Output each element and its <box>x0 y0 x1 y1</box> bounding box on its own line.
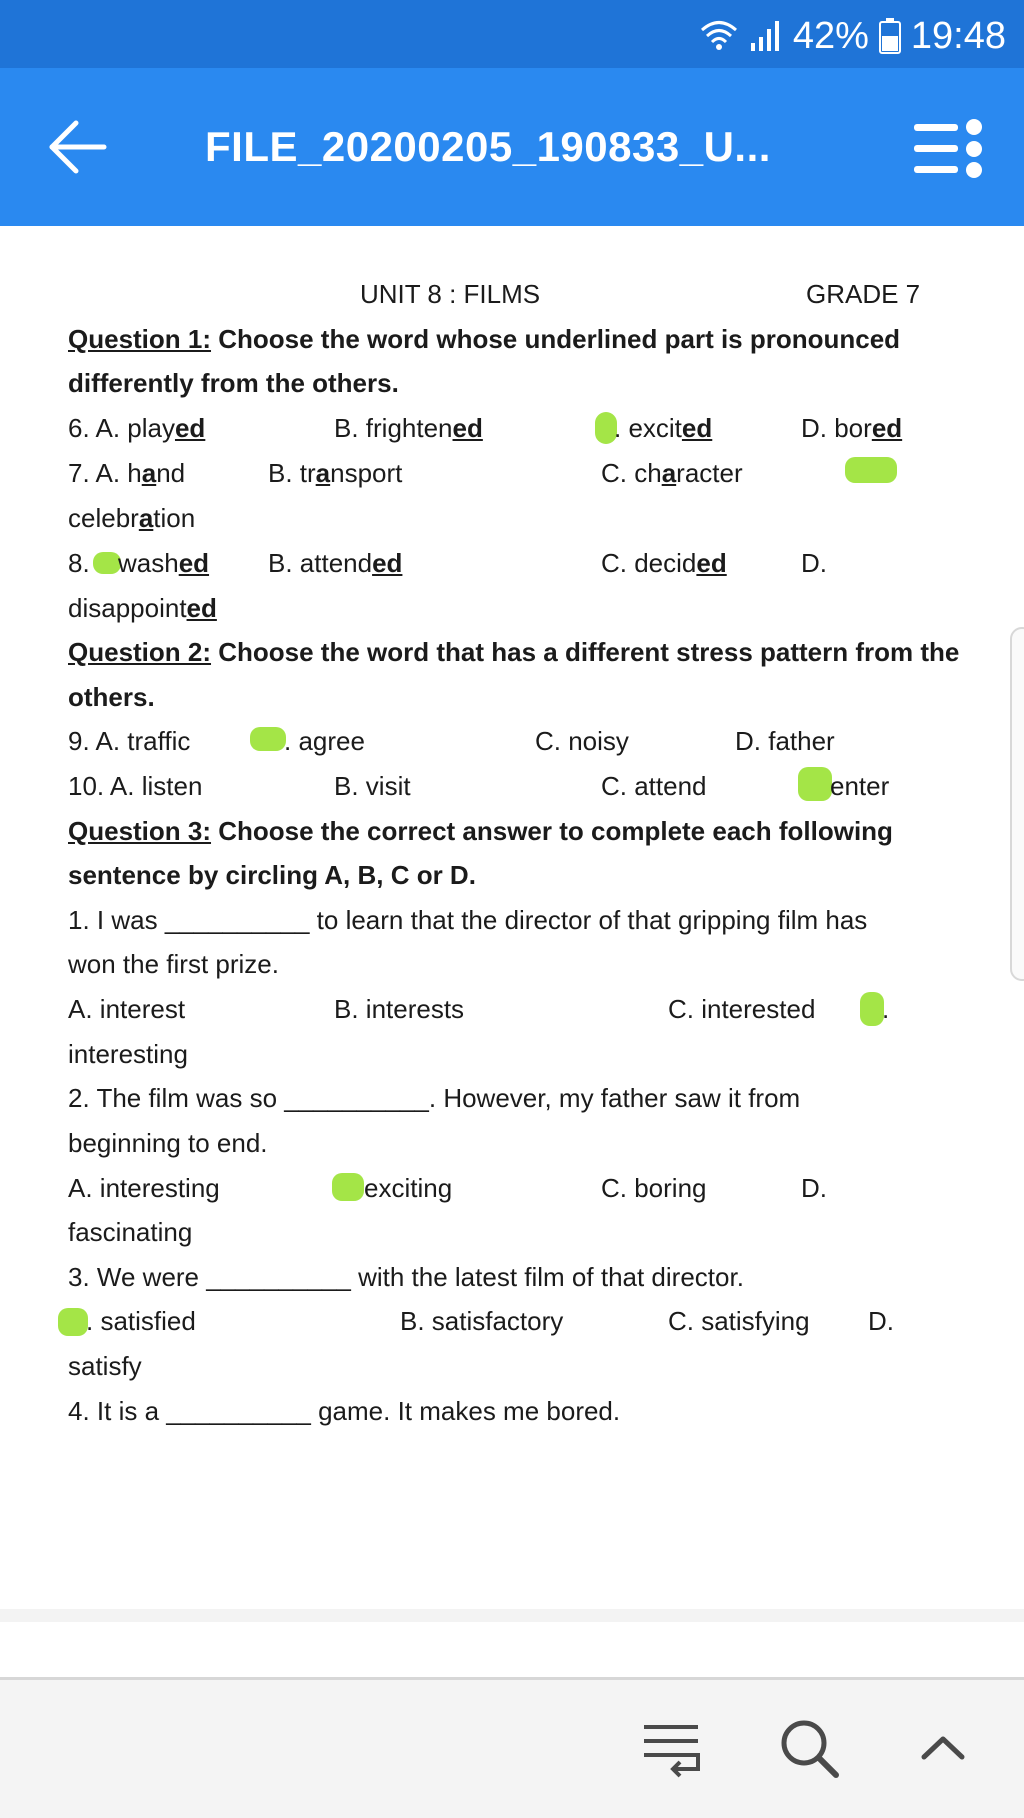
q3-item-3-d: D. <box>868 1306 894 1336</box>
q3-item-1-stem-cont: won the first prize. <box>68 949 279 979</box>
item-text: racter <box>676 458 743 488</box>
q3-item-3-d-cont: satisfy <box>68 1351 142 1381</box>
item-text: D. bor <box>801 413 872 443</box>
menu-icon[interactable] <box>912 118 984 180</box>
highlight-mark <box>58 1308 88 1336</box>
item-text: celebr <box>68 503 139 533</box>
item-text: . excit <box>614 413 682 443</box>
item-text: game. It makes me bored. <box>310 1396 621 1426</box>
q3-item-3-c: C. satisfying <box>668 1306 810 1336</box>
q1-item-8-d: D. <box>801 548 827 578</box>
q3-item-2-stem-cont: beginning to end. <box>68 1128 268 1158</box>
q1-item-7-a <box>68 458 185 489</box>
q1-item-8-d-cont <box>68 593 217 624</box>
underlined-part: ed <box>452 413 483 443</box>
battery-icon <box>879 18 901 54</box>
answer-blank: __________ <box>284 1083 429 1113</box>
q1-text-cont: differently from the others. <box>68 368 399 398</box>
document-title: FILE_20200205_190833_U... <box>205 123 771 170</box>
item-text: nd <box>156 458 186 488</box>
item-text: C. ch <box>601 458 662 488</box>
q3-item-1-b: B. interests <box>334 994 465 1024</box>
next-page-edge <box>0 1622 1024 1677</box>
wifi-icon <box>699 19 739 53</box>
search-icon[interactable] <box>776 1715 842 1781</box>
battery-percent: 42% <box>792 14 869 57</box>
q2-label: Question 2: <box>68 637 212 667</box>
item-text: C. decid <box>601 548 697 578</box>
q1-instruction <box>68 324 900 355</box>
q3-text-cont: sentence by circling A, B, C or D. <box>68 860 476 890</box>
q1-item-6-b <box>334 413 483 444</box>
q1-item-8-num: 8. <box>68 548 90 578</box>
q3-item-1-d: . <box>882 994 890 1024</box>
q3-item-1-c: C. interested <box>668 994 816 1024</box>
item-text: wash <box>118 548 179 578</box>
q3-item-4-stem <box>68 1396 620 1427</box>
q1-item-8-a <box>118 548 209 579</box>
highlight-mark <box>860 992 884 1026</box>
q1-item-8-c <box>601 548 727 579</box>
answer-blank: __________ <box>206 1262 351 1292</box>
answer-blank: __________ <box>164 905 310 935</box>
q2-item-9-b: . agree <box>284 726 365 756</box>
q3-item-2-b: exciting <box>364 1173 453 1203</box>
q1-item-7-d <box>68 503 195 534</box>
q1-item-7-b <box>268 458 402 489</box>
q1-label: Question 1: <box>68 324 212 354</box>
q1-item-7-c <box>601 458 743 489</box>
q3-text: Choose the correct answer to complete each following <box>211 816 893 846</box>
q2-item-10-b: B. visit <box>334 771 411 801</box>
underlined-part: ed <box>372 548 403 578</box>
q3-label: Question 3: <box>68 816 212 846</box>
grade-heading: GRADE 7 <box>806 279 921 309</box>
underlined-part: ed <box>178 548 210 578</box>
q1-item-6-d <box>801 413 902 444</box>
q3-item-3-a: . satisfied <box>86 1306 196 1336</box>
highlight-mark <box>798 767 832 801</box>
highlight-mark <box>332 1173 364 1201</box>
item-text: 7. A. h <box>68 458 142 488</box>
item-text: to learn that the director of that gripping film has <box>309 905 868 935</box>
highlight-mark <box>93 552 121 574</box>
q3-item-3-stem <box>68 1262 744 1293</box>
q3-item-1-a: A. interest <box>68 994 186 1024</box>
q1-text: Choose the word whose underlined part is pronounced <box>211 324 901 354</box>
q3-item-2-c: C. boring <box>601 1173 707 1203</box>
bottom-toolbar <box>0 1677 1024 1818</box>
highlight-mark <box>250 727 286 751</box>
item-text: 6. A. play <box>68 413 175 443</box>
q1-item-6-a <box>68 413 205 444</box>
q3-item-1-stem <box>68 905 867 936</box>
item-text: . However, my father saw it from <box>428 1083 801 1113</box>
q1-item-6-c <box>614 413 712 444</box>
signal-icon <box>749 19 783 53</box>
item-text: 4. It is a <box>68 1396 167 1426</box>
item-text: 3. We were <box>68 1262 207 1292</box>
status-bar <box>0 0 1024 68</box>
item-text: B. frighten <box>334 413 453 443</box>
q1-item-8-b <box>268 548 402 579</box>
underlined-part: ed <box>186 593 217 623</box>
q3-instruction <box>68 816 893 847</box>
item-text: tion <box>153 503 196 533</box>
q3-item-2-stem <box>68 1083 800 1114</box>
back-arrow-icon[interactable] <box>48 119 108 175</box>
status-icons <box>699 8 1006 64</box>
clock: 19:48 <box>910 14 1006 57</box>
app-bar <box>0 68 1024 226</box>
q2-text: Choose the word that has a different stress pattern from the <box>211 637 960 667</box>
highlight-mark <box>845 457 897 483</box>
q3-item-2-d-cont: fascinating <box>68 1217 193 1247</box>
item-text: with the latest film of that director. <box>350 1262 744 1292</box>
item-text: B. attend <box>268 548 373 578</box>
q2-item-10-a: 10. A. listen <box>68 771 203 801</box>
item-text: 1. I was <box>68 905 165 935</box>
scrollbar-handle[interactable] <box>1010 627 1024 981</box>
q3-item-1-d-cont: interesting <box>68 1039 188 1069</box>
item-text: 2. The film was so <box>68 1083 285 1113</box>
underlined-part: ed <box>696 548 727 578</box>
q2-item-9-a: 9. A. traffic <box>68 726 191 756</box>
answer-blank: __________ <box>166 1396 311 1426</box>
underlined-part: a <box>138 503 154 533</box>
q3-item-3-b: B. satisfactory <box>400 1306 564 1336</box>
underlined-part: a <box>141 458 157 488</box>
q3-item-2-d: D. <box>801 1173 827 1203</box>
list-icon[interactable] <box>640 1715 706 1781</box>
underlined-part: a <box>661 458 677 488</box>
page-gap <box>0 1609 1024 1622</box>
underlined-part: ed <box>681 413 713 443</box>
q3-item-2-a: A. interesting <box>68 1173 220 1203</box>
chevron-up-icon[interactable] <box>910 1715 976 1781</box>
q2-item-9-c: C. noisy <box>535 726 629 756</box>
document-page[interactable] <box>0 226 1024 1609</box>
q2-instruction <box>68 637 959 668</box>
underlined-part: a <box>315 458 331 488</box>
item-text: B. tr <box>268 458 316 488</box>
item-text: nsport <box>330 458 403 488</box>
q2-text-cont: others. <box>68 682 155 712</box>
underlined-part: ed <box>871 413 903 443</box>
q2-item-10-d: enter <box>830 771 890 801</box>
underlined-part: ed <box>174 413 206 443</box>
q2-item-10-c: C. attend <box>601 771 707 801</box>
item-text: disappoint <box>68 593 187 623</box>
q2-item-9-d: D. father <box>735 726 835 756</box>
unit-heading: UNIT 8 : FILMS <box>360 279 541 309</box>
